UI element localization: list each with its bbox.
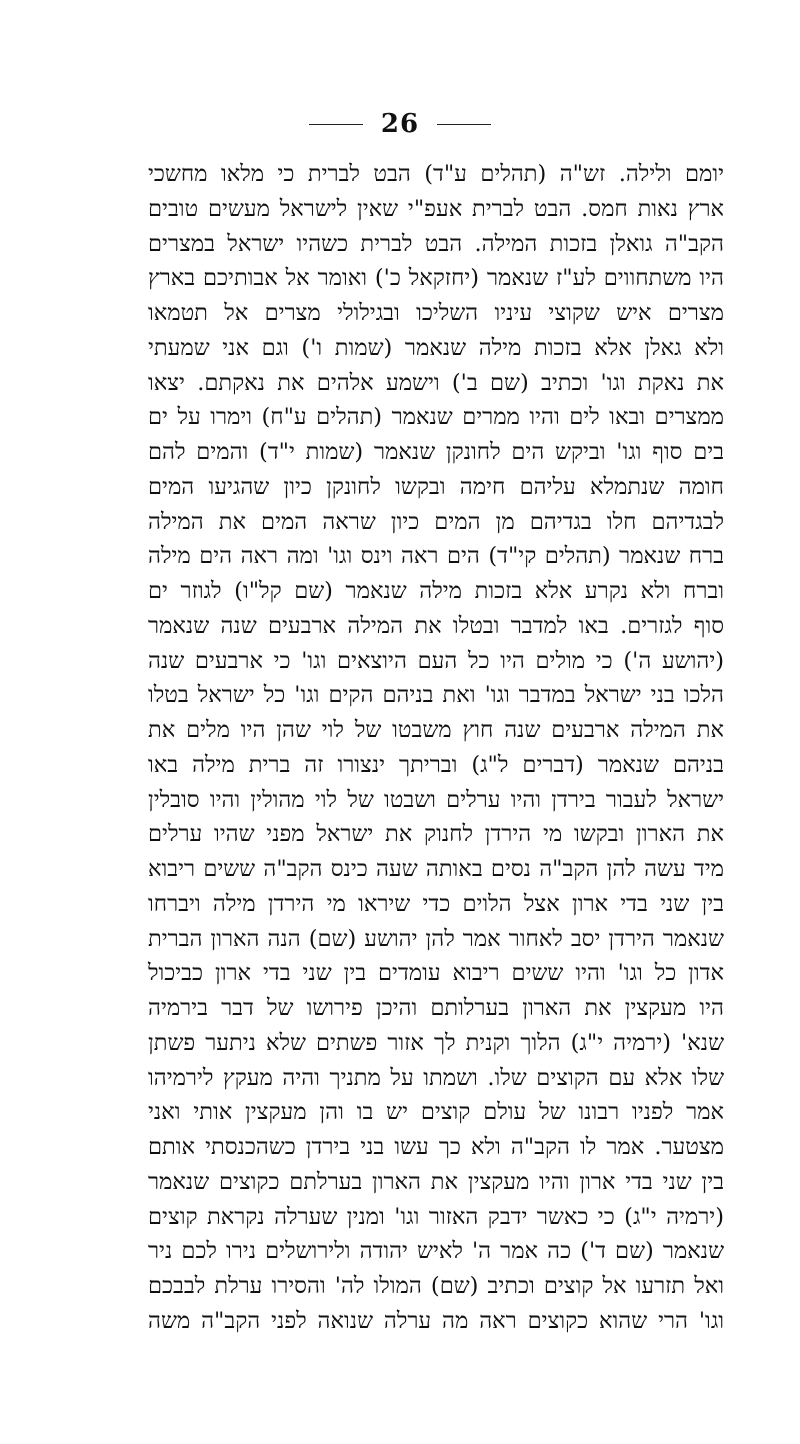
text-line: ברח שנאמר (תהלים קי"ד) הים ראה וינס וגו' ומה ראה הים מילה: [148, 543, 724, 570]
text-line: (ירמיה י"ג) כי כאשר ידבק האזור וגו' ומנין שערלה נקראת קוצים: [148, 1203, 724, 1230]
text-line: (יהושע ה') כי מולים היו כל העם היוצאים וגו' כי ארבעים שנה: [148, 647, 724, 674]
text-line: בים סוף וגו' וביקש הים לחונקן שנאמר (שמות י"ד) והמים להם: [148, 439, 724, 465]
text-line: את הארון ובקשו מי הירדן לחנוק את ישראל מפני שהיו ערלים: [148, 821, 724, 848]
text-line: היו מעקצין את הארון בערלותם והיכן פירושו של דבר בירמיה: [148, 995, 724, 1021]
text-line: מצרים איש שקוצי עיניו השליכו ובגילולי מצרים אל תטמאו: [148, 300, 724, 326]
text-line: את נאקת וגו' וכתיב (שם ב') וישמע אלהים את נאקתם. יצאו: [148, 369, 724, 396]
text-line: וברח ולא נקרע אלא בזכות מילה שנאמר (שם קל"ו) לגוזר ים: [148, 578, 724, 604]
text-line: ואל תזרעו אל קוצים וכתיב (שם) המולו לה' והסירו ערלת לבבכם: [148, 1273, 724, 1299]
text-line: סוף לגזרים. באו למדבר ובטלו את המילה ארבעים שנה שנאמר: [148, 612, 724, 639]
text-line: בין שני בדי ארון והיו מעקצין את הארון בערלתם כקוצים שנאמר: [148, 1168, 724, 1195]
text-line: שנא' (ירמיה י"ג) הלוך וקנית לך אזור פשתים שלא ניתער פשתן: [148, 1029, 724, 1056]
text-line: שנאמר (שם ד') כה אמר ה' לאיש יהודה ולירושלים נירו לכם ניר: [148, 1238, 724, 1265]
text-line: חומה שנתמלא עליהם חימה ובקשו לחונקן כיון שהגיעו המים: [148, 473, 724, 500]
text-line: ארץ נאות חמס. הבט לברית אעפ"י שאין לישראל מעשים טובים: [148, 195, 724, 222]
text-line: שנאמר הירדן יסב לאחור אמר להן יהושע (שם) הנה הארון הברית: [148, 925, 724, 952]
text-line: ישראל לעבור בירדן והיו ערלים ושבטו של לוי מהולין והיו סובלין: [148, 786, 724, 813]
text-line: שלו אלא עם הקוצים שלו. ושמתו על מתניך והיה מעקץ לירמיהו: [148, 1064, 724, 1091]
page-number: 26: [380, 109, 420, 139]
text-line: ולא גאלן אלא בזכות מילה שנאמר (שמות ו') וגם אני שמעתי: [148, 334, 724, 361]
text-line: אמר לפניו רבונו של עולם קוצים יש בו והן מעקצין אותי ואני: [148, 1099, 724, 1126]
text-line: את המילה ארבעים שנה חוץ משבטו של לוי שהן היו מלים את: [148, 717, 724, 743]
body-text: [148, 157, 724, 1339]
text-line: וגו' הרי שהוא כקוצים ראה מה ערלה שנואה לפני הקב"ה משה: [148, 1307, 724, 1334]
text-line: היו משתחווים לע"ז שנאמר (יחזקאל כ') ואומר אל אבותיכם בארץ: [148, 265, 724, 292]
text-line: ממצרים ובאו לים והיו ממרים שנאמר (תהלים ע"ח) וימרו על ים: [148, 404, 724, 431]
text-line: מיד עשה להן הקב"ה נסים באותה שעה כינס הקב"ה ששים ריבוא: [148, 856, 724, 882]
text-line: יומם ולילה. זש"ה (תהלים ע"ד) הבט לברית כי מלאו מחשכי: [148, 161, 724, 187]
header-rule-right: [437, 124, 491, 125]
text-line: לבגדיהם חלו בגדיהם מן המים כיון שראה המים את המילה: [148, 508, 724, 535]
header-rule-left: [309, 124, 363, 125]
text-line: בניהם שנאמר (דברים ל"ג) ובריתך ינצורו זה ברית מילה באו: [148, 751, 724, 778]
text-line: הלכו בני ישראל במדבר וגו' ואת בניהם הקים וגו' כל ישראל בטלו: [148, 682, 724, 709]
text-line: אדון כל וגו' והיו ששים ריבוא עומדים בין שני בדי ארון כביכול: [148, 960, 724, 987]
page-header: [0, 104, 800, 144]
text-line: בין שני בדי ארון אצל הלוים כדי שיראו מי הירדן מילה ויברחו: [148, 890, 724, 917]
text-line: מצטער. אמר לו הקב"ה ולא כך עשו בני בירדן כשהכנסתי אותם: [148, 1134, 724, 1160]
text-line: הקב"ה גואלן בזכות המילה. הבט לברית כשהיו ישראל במצרים: [148, 230, 724, 257]
